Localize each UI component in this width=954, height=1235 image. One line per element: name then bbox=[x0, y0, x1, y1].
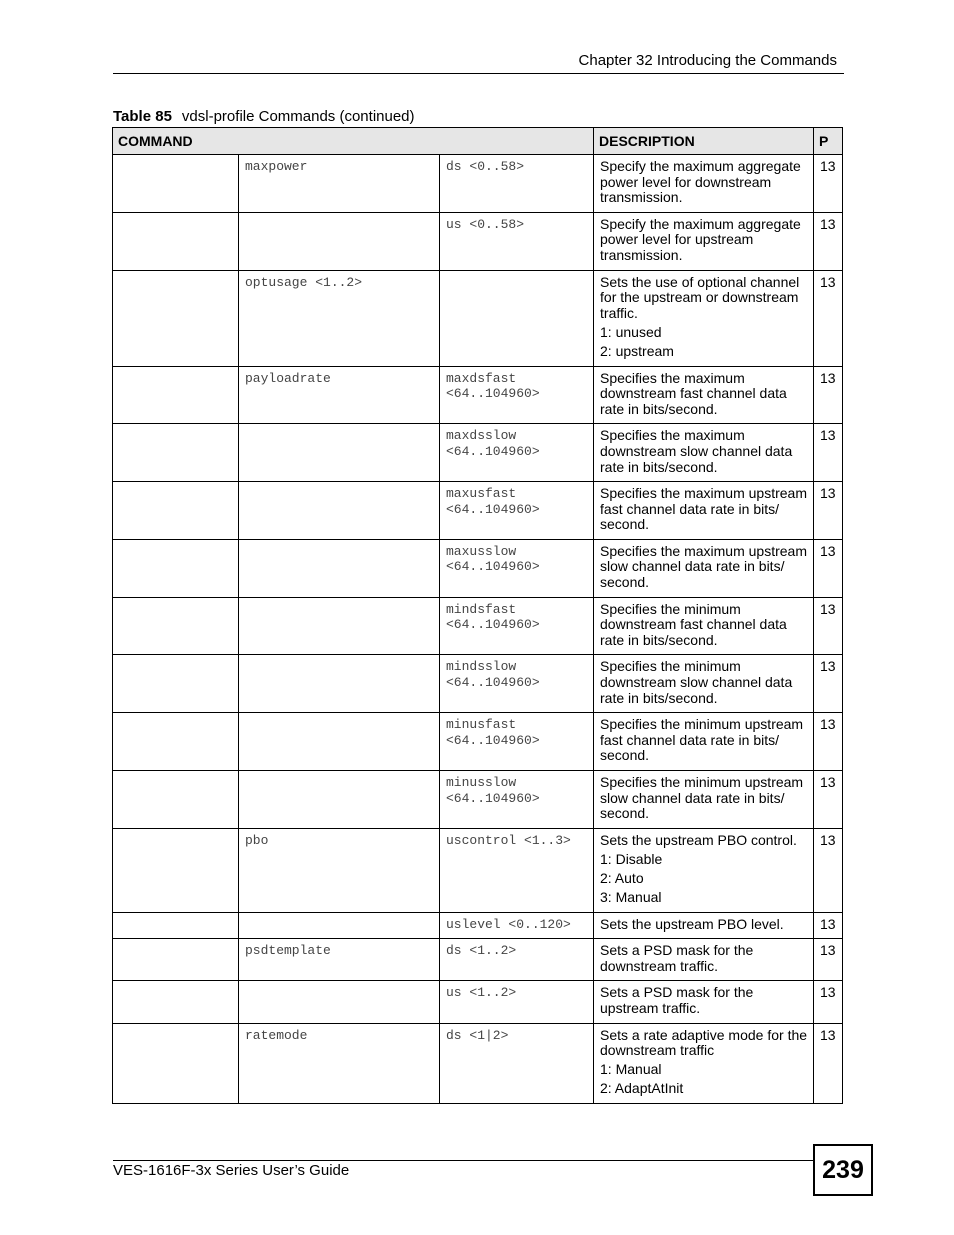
description-text: Sets a PSD mask for the downstream traffic. bbox=[600, 942, 754, 974]
description-text: Specifies the minimum downstream slow channel data rate in bits/second. bbox=[600, 658, 793, 706]
page-cell: 13 bbox=[814, 482, 843, 540]
commands-table bbox=[112, 127, 843, 1104]
command-level1-cell bbox=[113, 482, 239, 540]
command-argument-cell: minusfast <64..104960> bbox=[440, 713, 594, 771]
page-cell: 13 bbox=[814, 155, 843, 213]
description-cell bbox=[594, 939, 814, 981]
command-level2-cell bbox=[239, 212, 440, 270]
command-level2-cell bbox=[239, 713, 440, 771]
command-level2-cell bbox=[239, 655, 440, 713]
command-argument-cell: mindsslow <64..104960> bbox=[440, 655, 594, 713]
description-cell bbox=[594, 981, 814, 1023]
table-row bbox=[113, 597, 843, 655]
page-cell: 13 bbox=[814, 939, 843, 981]
command-level2-cell: maxpower bbox=[239, 155, 440, 213]
command-level1-cell bbox=[113, 939, 239, 981]
table-row bbox=[113, 539, 843, 597]
command-level1-cell bbox=[113, 539, 239, 597]
command-argument-cell: uscontrol <1..3> bbox=[440, 828, 594, 912]
table-row bbox=[113, 482, 843, 540]
description-option: 1: unused bbox=[600, 323, 662, 340]
page-cell: 13 bbox=[814, 366, 843, 424]
page-cell: 13 bbox=[814, 981, 843, 1023]
command-level1-cell bbox=[113, 828, 239, 912]
description-cell bbox=[594, 212, 814, 270]
command-level2-cell: optusage <1..2> bbox=[239, 270, 440, 366]
command-level2-cell bbox=[239, 482, 440, 540]
description-cell bbox=[594, 1023, 814, 1103]
page-column-header: P bbox=[814, 128, 843, 155]
page-cell: 13 bbox=[814, 1023, 843, 1103]
command-level2-cell: payloadrate bbox=[239, 366, 440, 424]
command-argument-cell: us <1..2> bbox=[440, 981, 594, 1023]
description-text: Specifies the maximum downstream fast channel data rate in bits/second. bbox=[600, 369, 787, 417]
command-argument-cell: mindsfast <64..104960> bbox=[440, 597, 594, 655]
table-header-row bbox=[113, 128, 843, 155]
page-cell: 13 bbox=[814, 270, 843, 366]
description-text: Specifies the minimum upstream slow channel data rate in bits/ second. bbox=[600, 774, 804, 822]
description-cell bbox=[594, 597, 814, 655]
command-level1-cell bbox=[113, 655, 239, 713]
description-text: Specifies the maximum upstream slow channel data rate in bits/ second. bbox=[600, 542, 807, 591]
description-text: Specify the maximum aggregate power level for upstream transmission. bbox=[600, 215, 801, 263]
page-cell: 13 bbox=[814, 912, 843, 939]
header-divider bbox=[113, 73, 844, 74]
description-text: Sets the upstream PBO level. bbox=[600, 915, 784, 932]
description-option: 2: Auto bbox=[600, 869, 644, 886]
command-argument-cell: maxdsfast <64..104960> bbox=[440, 366, 594, 424]
page-cell: 13 bbox=[814, 713, 843, 771]
table-row bbox=[113, 366, 843, 424]
description-option: 1: Manual bbox=[600, 1061, 662, 1078]
table-row bbox=[113, 212, 843, 270]
page-number: 239 bbox=[813, 1144, 873, 1196]
description-text: Sets a PSD mask for the upstream traffic. bbox=[600, 984, 754, 1017]
table-row bbox=[113, 771, 843, 829]
description-text: Sets a rate adaptive mode for the downstream traffic bbox=[600, 1026, 808, 1059]
command-level1-cell bbox=[113, 270, 239, 366]
description-cell bbox=[594, 713, 814, 771]
command-level1-cell bbox=[113, 713, 239, 771]
command-level2-cell bbox=[239, 597, 440, 655]
table-row bbox=[113, 424, 843, 482]
command-level1-cell bbox=[113, 912, 239, 939]
table-row bbox=[113, 655, 843, 713]
command-argument-cell: us <0..58> bbox=[440, 212, 594, 270]
page-cell: 13 bbox=[814, 597, 843, 655]
command-level2-cell bbox=[239, 424, 440, 482]
chapter-header: Chapter 32 Introducing the Commands bbox=[578, 52, 837, 69]
description-cell bbox=[594, 539, 814, 597]
description-option: 3: Manual bbox=[600, 889, 662, 906]
command-level1-cell bbox=[113, 597, 239, 655]
command-level2-cell bbox=[239, 771, 440, 829]
description-cell bbox=[594, 155, 814, 213]
description-cell bbox=[594, 655, 814, 713]
command-argument-cell: uslevel <0..120> bbox=[440, 912, 594, 939]
footer-divider bbox=[113, 1160, 813, 1161]
page-cell: 13 bbox=[814, 771, 843, 829]
description-text: Sets the use of optional channel for the upstream or downstream traffic. bbox=[600, 273, 800, 321]
page-cell: 13 bbox=[814, 655, 843, 713]
description-cell bbox=[594, 771, 814, 829]
description-cell bbox=[594, 828, 814, 912]
page-cell: 13 bbox=[814, 212, 843, 270]
command-level2-cell: ratemode bbox=[239, 1023, 440, 1103]
command-level1-cell bbox=[113, 212, 239, 270]
command-argument-cell: maxusslow <64..104960> bbox=[440, 539, 594, 597]
command-argument-cell: ds <1|2> bbox=[440, 1023, 594, 1103]
command-column-header: COMMAND bbox=[113, 128, 594, 155]
table-caption-text: vdsl-profile Commands (continued) bbox=[181, 108, 415, 125]
command-argument-cell: maxdsslow <64..104960> bbox=[440, 424, 594, 482]
page-cell: 13 bbox=[814, 424, 843, 482]
command-level1-cell bbox=[113, 366, 239, 424]
description-option: 2: AdaptAtInit bbox=[600, 1080, 684, 1097]
description-cell bbox=[594, 482, 814, 540]
table-row bbox=[113, 912, 843, 939]
description-text: Specifies the minimum downstream fast channel data rate in bits/second. bbox=[600, 600, 787, 648]
command-level2-cell bbox=[239, 981, 440, 1023]
table-row bbox=[113, 270, 843, 366]
description-cell bbox=[594, 366, 814, 424]
command-level1-cell bbox=[113, 1023, 239, 1103]
command-argument-cell: minusslow <64..104960> bbox=[440, 771, 594, 829]
description-option: 2: upstream bbox=[600, 342, 674, 359]
command-level1-cell bbox=[113, 981, 239, 1023]
table-row bbox=[113, 155, 843, 213]
page-cell: 13 bbox=[814, 828, 843, 912]
description-text: Specify the maximum aggregate power level for downstream transmission. bbox=[600, 158, 801, 206]
description-cell bbox=[594, 270, 814, 366]
description-column-header: DESCRIPTION bbox=[594, 128, 814, 155]
table-row bbox=[113, 1023, 843, 1103]
table-row bbox=[113, 828, 843, 912]
table-caption bbox=[113, 108, 415, 125]
table-caption-label: Table 85 bbox=[113, 108, 172, 125]
command-level1-cell bbox=[113, 771, 239, 829]
command-level2-cell: pbo bbox=[239, 828, 440, 912]
command-argument-cell: ds <1..2> bbox=[440, 939, 594, 981]
command-argument-cell: ds <0..58> bbox=[440, 155, 594, 213]
command-level2-cell bbox=[239, 912, 440, 939]
command-level1-cell bbox=[113, 155, 239, 213]
page-cell: 13 bbox=[814, 539, 843, 597]
description-cell bbox=[594, 912, 814, 939]
table-row bbox=[113, 981, 843, 1023]
description-text: Specifies the maximum upstream fast channel data rate in bits/ second. bbox=[600, 485, 807, 533]
description-option: 1: Disable bbox=[600, 850, 663, 867]
description-cell bbox=[594, 424, 814, 482]
guide-title: VES-1616F-3x Series User’s Guide bbox=[113, 1162, 350, 1179]
command-level2-cell: psdtemplate bbox=[239, 939, 440, 981]
table-row bbox=[113, 713, 843, 771]
description-text: Sets the upstream PBO control. bbox=[600, 831, 797, 848]
description-text: Specifies the minimum upstream fast channel data rate in bits/ second. bbox=[600, 716, 804, 764]
table-row bbox=[113, 939, 843, 981]
command-argument-cell bbox=[440, 270, 594, 366]
command-level2-cell bbox=[239, 539, 440, 597]
description-text: Specifies the maximum downstream slow channel data rate in bits/second. bbox=[600, 427, 793, 475]
command-level1-cell bbox=[113, 424, 239, 482]
command-argument-cell: maxusfast <64..104960> bbox=[440, 482, 594, 540]
